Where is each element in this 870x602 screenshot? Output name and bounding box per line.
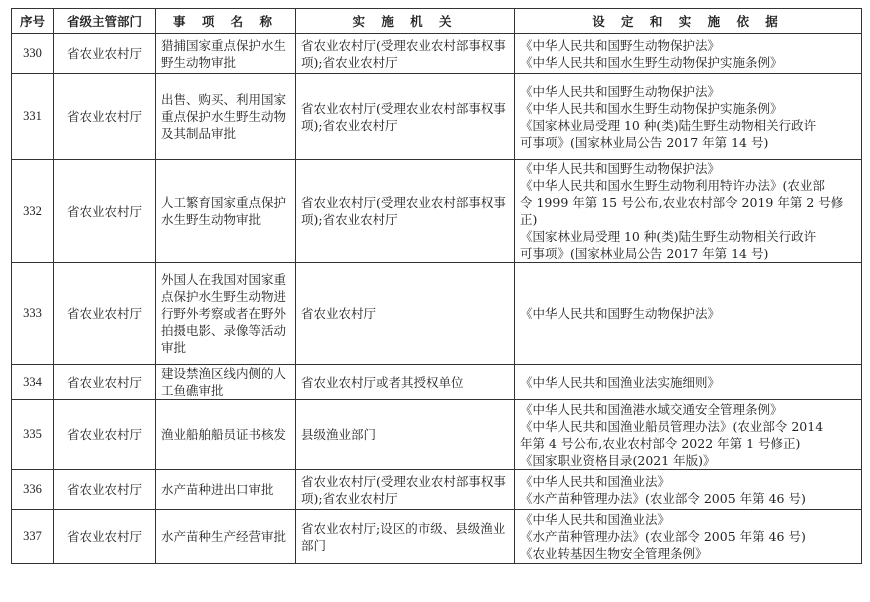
row-dept: 省农业农村厅 [54, 400, 156, 470]
row-agency: 省农业农村厅(受理农业农村部事权事项);省农业农村厅 [296, 160, 515, 263]
basis-line: 《中华人民共和国水生野生动物利用特许办法》(农业部 [520, 178, 825, 193]
row-item: 建设禁渔区线内侧的人工鱼礁审批 [156, 365, 296, 400]
basis-line: 《国家林业局受理 10 种(类)陆生野生动物相关行政许 [520, 117, 817, 133]
row-number: 334 [12, 365, 54, 400]
row-number: 331 [12, 74, 54, 160]
row-agency: 县级渔业部门 [296, 400, 515, 470]
basis-line: 《中华人民共和国野生动物保护法》 [520, 37, 721, 53]
basis-line: 《国家职业资格目录(2021 年版)》 [520, 452, 716, 468]
row-item: 猎捕国家重点保护水生野生动物审批 [156, 34, 296, 74]
row-basis [515, 365, 862, 400]
table-row [12, 263, 862, 365]
row-basis [515, 400, 862, 470]
row-basis [515, 160, 862, 263]
table-row [12, 365, 862, 400]
basis-line: 《中华人民共和国野生动物保护法》 [520, 161, 721, 176]
row-item: 水产苗种生产经营审批 [156, 510, 296, 564]
row-agency: 省农业农村厅(受理农业农村部事权事项);省农业农村厅 [296, 74, 515, 160]
header-item: 事 项 名 称 [156, 9, 296, 34]
table-row [12, 34, 862, 74]
basis-line: 《中华人民共和国渔业法》 [520, 473, 671, 489]
header-basis: 设 定 和 实 施 依 据 [515, 9, 862, 34]
row-item: 渔业船舶船员证书核发 [156, 400, 296, 470]
row-basis [515, 34, 862, 74]
row-basis [515, 510, 862, 564]
basis-line: 正) [520, 212, 538, 227]
row-agency: 省农业农村厅;设区的市级、县级渔业部门 [296, 510, 515, 564]
row-number: 337 [12, 510, 54, 564]
row-item: 外国人在我国对国家重点保护水生野生动物进行野外考察或者在野外拍摄电影、录像等活动审批 [156, 263, 296, 365]
table-row [12, 400, 862, 470]
row-dept: 省农业农村厅 [54, 160, 156, 263]
basis-line: 年第 4 号公布,农业农村部令 2022 年第 1 号修正) [520, 435, 801, 451]
header-dept: 省级主管部门 [54, 9, 156, 34]
row-dept: 省农业农村厅 [54, 510, 156, 564]
table-row [12, 74, 862, 160]
basis-line: 《水产苗种管理办法》(农业部令 2005 年第 46 号) [520, 490, 806, 506]
header-agency: 实 施 机 关 [296, 9, 515, 34]
row-agency: 省农业农村厅 [296, 263, 515, 365]
basis-line: 《中华人民共和国野生动物保护法》 [520, 306, 721, 321]
basis-line: 《中华人民共和国渔港水域交通安全管理条例》 [520, 401, 783, 417]
table-header-row [12, 9, 862, 34]
row-item: 人工繁育国家重点保护水生野生动物审批 [156, 160, 296, 263]
basis-line: 可事项》(国家林业局公告 2017 年第 14 号) [520, 134, 769, 150]
basis-line: 《中华人民共和国水生野生动物保护实施条例》 [520, 100, 783, 116]
approval-items-table [11, 8, 862, 564]
row-basis [515, 74, 862, 160]
header-no: 序号 [12, 9, 54, 34]
row-number: 335 [12, 400, 54, 470]
table-row [12, 160, 862, 263]
table-row [12, 510, 862, 564]
row-dept: 省农业农村厅 [54, 470, 156, 510]
basis-line: 《水产苗种管理办法》(农业部令 2005 年第 46 号) [520, 529, 806, 544]
basis-line: 《中华人民共和国水生野生动物保护实施条例》 [520, 54, 783, 70]
row-number: 332 [12, 160, 54, 263]
basis-line: 令 1999 年第 15 号公布,农业农村部令 2019 年第 2 号修 [520, 195, 844, 210]
row-number: 333 [12, 263, 54, 365]
row-basis [515, 470, 862, 510]
row-dept: 省农业农村厅 [54, 263, 156, 365]
row-number: 330 [12, 34, 54, 74]
row-number: 336 [12, 470, 54, 510]
basis-line: 《农业转基因生物安全管理条例》 [520, 546, 708, 561]
basis-line: 《中华人民共和国渔业法》 [520, 512, 671, 527]
basis-line: 《中华人民共和国野生动物保护法》 [520, 83, 721, 99]
row-item: 出售、购买、利用国家重点保护水生野生动物及其制品审批 [156, 74, 296, 160]
document-page [11, 8, 861, 564]
basis-line: 可事项》(国家林业局公告 2017 年第 14 号) [520, 246, 769, 261]
row-basis [515, 263, 862, 365]
row-agency: 省农业农村厅(受理农业农村部事权事项);省农业农村厅 [296, 470, 515, 510]
row-agency: 省农业农村厅或者其授权单位 [296, 365, 515, 400]
row-dept: 省农业农村厅 [54, 365, 156, 400]
table-row [12, 470, 862, 510]
row-dept: 省农业农村厅 [54, 34, 156, 74]
basis-line: 《中华人民共和国渔业法实施细则》 [520, 374, 721, 390]
row-agency: 省农业农村厅(受理农业农村部事权事项);省农业农村厅 [296, 34, 515, 74]
row-dept: 省农业农村厅 [54, 74, 156, 160]
basis-line: 《国家林业局受理 10 种(类)陆生野生动物相关行政许 [520, 229, 817, 244]
row-item: 水产苗种进出口审批 [156, 470, 296, 510]
basis-line: 《中华人民共和国渔业船员管理办法》(农业部令 2014 [520, 418, 824, 434]
